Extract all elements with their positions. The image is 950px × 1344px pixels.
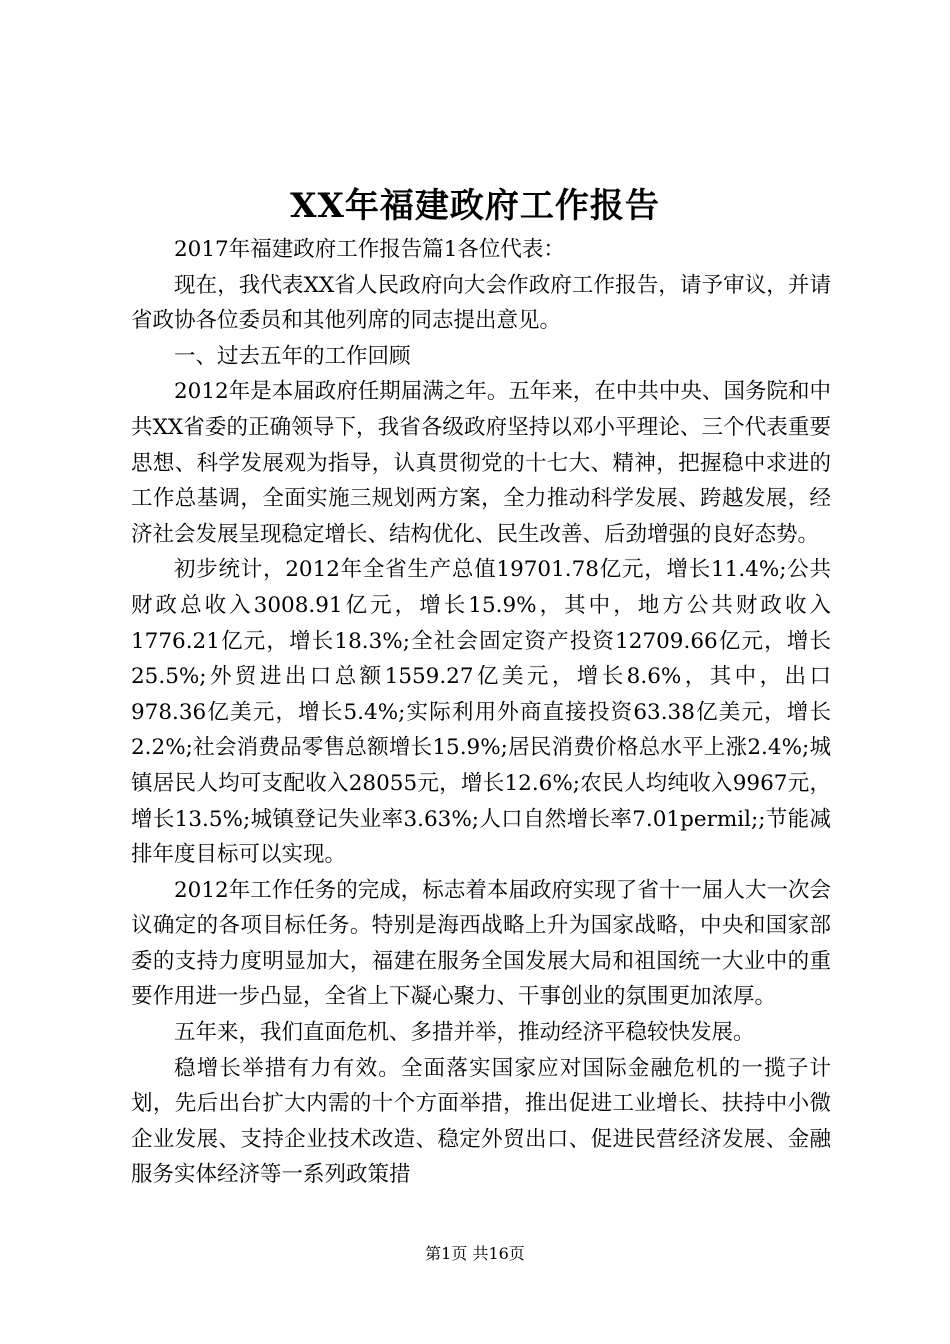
paragraph-achievement: 2012年工作任务的完成，标志着本届政府实现了省十一届人大一次会议确定的各项目标任务。特别是海西战略上升为国家战略，中央和国家部委的支持力度明显加大，福建在服务全国发展大局和祖国统一大业中的重要作用进一步凸显，全省上下凝心聚力、干事创业的氛围更加浓厚。 bbox=[131, 877, 831, 1010]
document-body bbox=[131, 232, 831, 1193]
paragraph-growth-measures: 稳增长举措有力有效。全面落实国家应对国际金融危机的一揽子计划，先后出台扩大内需的十个方面举措，推出促进工业增长、扶持中小微企业发展、支持企业技术改造、稳定外贸出口、促进民营经济发展、金融服务实体经济等一系列政策措 bbox=[131, 1055, 831, 1188]
paragraph-statistics: 初步统计，2012年全省生产总值19701.78亿元，增长11.4%;公共财政总收入3008.91亿元，增长15.9%，其中，地方公共财政收入1776.21亿元，增长18.3%;全社会固定资产投资12709.66亿元，增长25.5%;外贸进出口总额1559.27亿美元，增长8.6%，其中，出口978.36亿美元，增长5.4%;实际利用外商直接投资63.38亿美元，增长2.2%;社会消费品零售总额增长15.9%;居民消费价格总水平上涨2.4%;城镇居民人均可支配收入28055元，增长12.6%;农民人均纯收入9967元，增长13.5%;城镇登记失业率3.63%;人口自然增长率7.01permil;;节能减排年度目标可以实现。 bbox=[131, 557, 831, 868]
page-footer: 第1页 共16页 bbox=[425, 1244, 525, 1263]
paragraph-greeting: 2017年福建政府工作报告篇1各位代表： bbox=[174, 237, 565, 262]
document-title: XX年福建政府工作报告 bbox=[290, 186, 660, 226]
paragraph-intro: 现在，我代表XX省人民政府向大会作政府工作报告，请予审议，并请省政协各位委员和其他列席的同志提出意见。 bbox=[131, 272, 831, 334]
paragraph-review: 2012年是本届政府任期届满之年。五年来，在中共中央、国务院和中共XX省委的正确领导下，我省各级政府坚持以邓小平理论、三个代表重要思想、科学发展观为指导，认真贯彻党的十七大、精神，把握稳中求进的工作总基调，全面实施三规划两方案，全力推动科学发展、跨越发展，经济社会发展呈现稳定增长、结构优化、民生改善、后劲增强的良好态势。 bbox=[131, 379, 831, 547]
paragraph-five-years: 五年来，我们直面危机、多措并举，推动经济平稳较快发展。 bbox=[174, 1020, 755, 1046]
section-heading: 一、过去五年的工作回顾 bbox=[174, 343, 411, 369]
